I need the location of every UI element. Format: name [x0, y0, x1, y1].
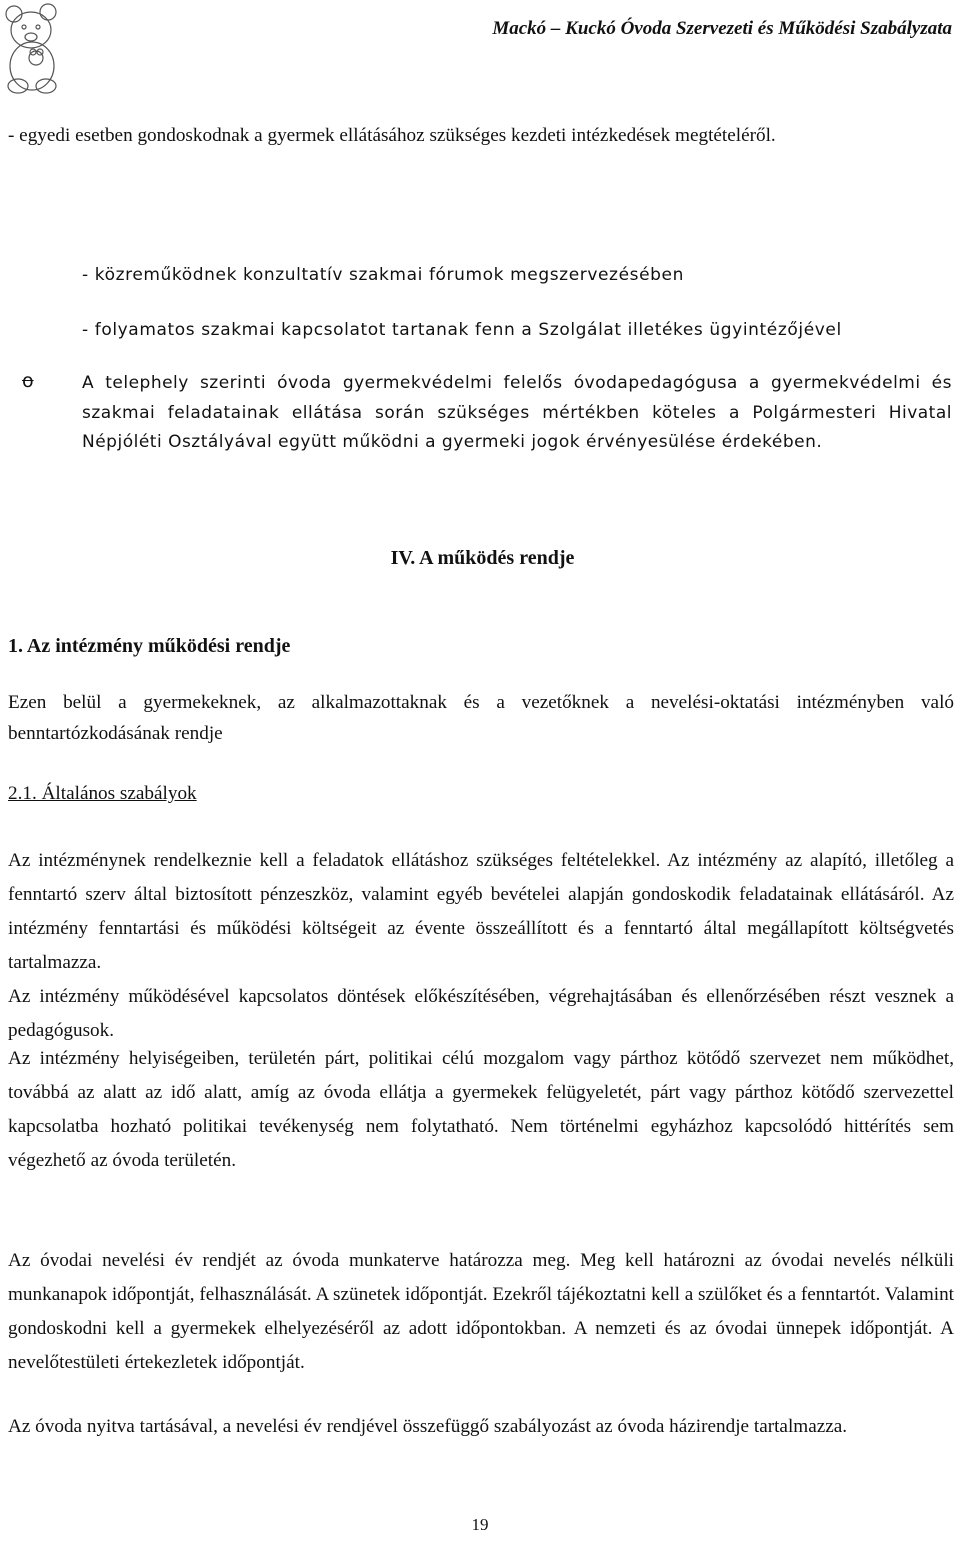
list-item: - közreműködnek konzultatív szakmai fórumok megszervezésében [82, 265, 684, 285]
section-paragraph: Ezen belül a gyermekeknek, az alkalmazottaknak és a vezetőknek a nevelési-oktatási intézményben való benntartózkodásának rendje [8, 692, 954, 744]
bullet-paragraph: A telephely szerinti óvoda gyermekvédelmi felelős óvodapedagógusa a gyermekvédelmi és szakmai feladatainak ellátása során szükséges mértékben köteles a Polgármesteri Hivatal Népjóléti Osztályával együtt működni a gyermeki jogok érvényesülése érdekében. [82, 373, 952, 452]
subsection-heading: 2.1. Általános szabályok [8, 783, 197, 804]
list-item: - folyamatos szakmai kapcsolatot tartanak fenn a Szolgálat illetékes ügyintézőjével [82, 320, 842, 340]
document-header-title: Mackó – Kuckó Óvoda Szervezeti és Működési Szabályzata [492, 18, 952, 39]
page-number: 19 [471, 1515, 489, 1534]
section-heading: 1. Az intézmény működési rendje [8, 635, 291, 657]
section-paragraph: Az óvoda nyitva tartásával, a nevelési év rendjével összefüggő szabályozást az óvoda házirendje tartalmazza. [8, 1416, 848, 1437]
bullet-marker: o [22, 370, 34, 392]
list-item: - egyedi esetben gondoskodnak a gyermek ellátásához szükséges kezdeti intézkedések megtételéről. [8, 125, 776, 146]
teddy-bear-logo-icon [0, 0, 66, 96]
section-paragraph: Az intézménynek rendelkeznie kell a feladatok ellátáshoz szükséges feltételekkel. Az intézmény az alapító, illetőleg a fenntartó szerv által biztosított pénzeszköz, valamint egyéb bevételei alapján gondoskodik feladatainak ellátásáról. Az intézmény fenntartási és működési költségeit az évente összeállított és a fenntartó által megállapított költségvetés tartalmazza. [8, 850, 954, 973]
section-paragraph: Az intézmény helyiségeiben, területén párt, politikai célú mozgalom vagy párthoz kötődő szervezet nem működhet, továbbá az alatt az idő alatt, amíg az óvoda ellátja a gyermekek felügyeletét, párt vagy párthoz kötődő szervezettel kapcsolatba hozható politikai tevékenység nem folytatható. Nem történelmi egyházhoz kapcsolódó hittérítés sem végezhető az óvoda területén. [8, 1048, 954, 1171]
chapter-heading: IV. A működés rendje [390, 547, 575, 569]
section-paragraph: Az óvodai nevelési év rendjét az óvoda munkaterve határozza meg. Meg kell határozni az óvodai nevelés nélküli munkanapok időpontját, felhasználását. A szünetek időpontját. Ezekről tájékoztatni kell a szülőket és a fenntartót. Valamint gondoskodni kell a gyermekek elhelyezéséről az adott időpontokban. A nemzeti és az óvodai ünnepek időpontját. A nevelőtestületi értekezletek időpontját. [8, 1250, 954, 1373]
section-paragraph: Az intézmény működésével kapcsolatos döntések előkészítésében, végrehajtásában és ellenőrzésében részt vesznek a pedagógusok. [8, 986, 954, 1041]
